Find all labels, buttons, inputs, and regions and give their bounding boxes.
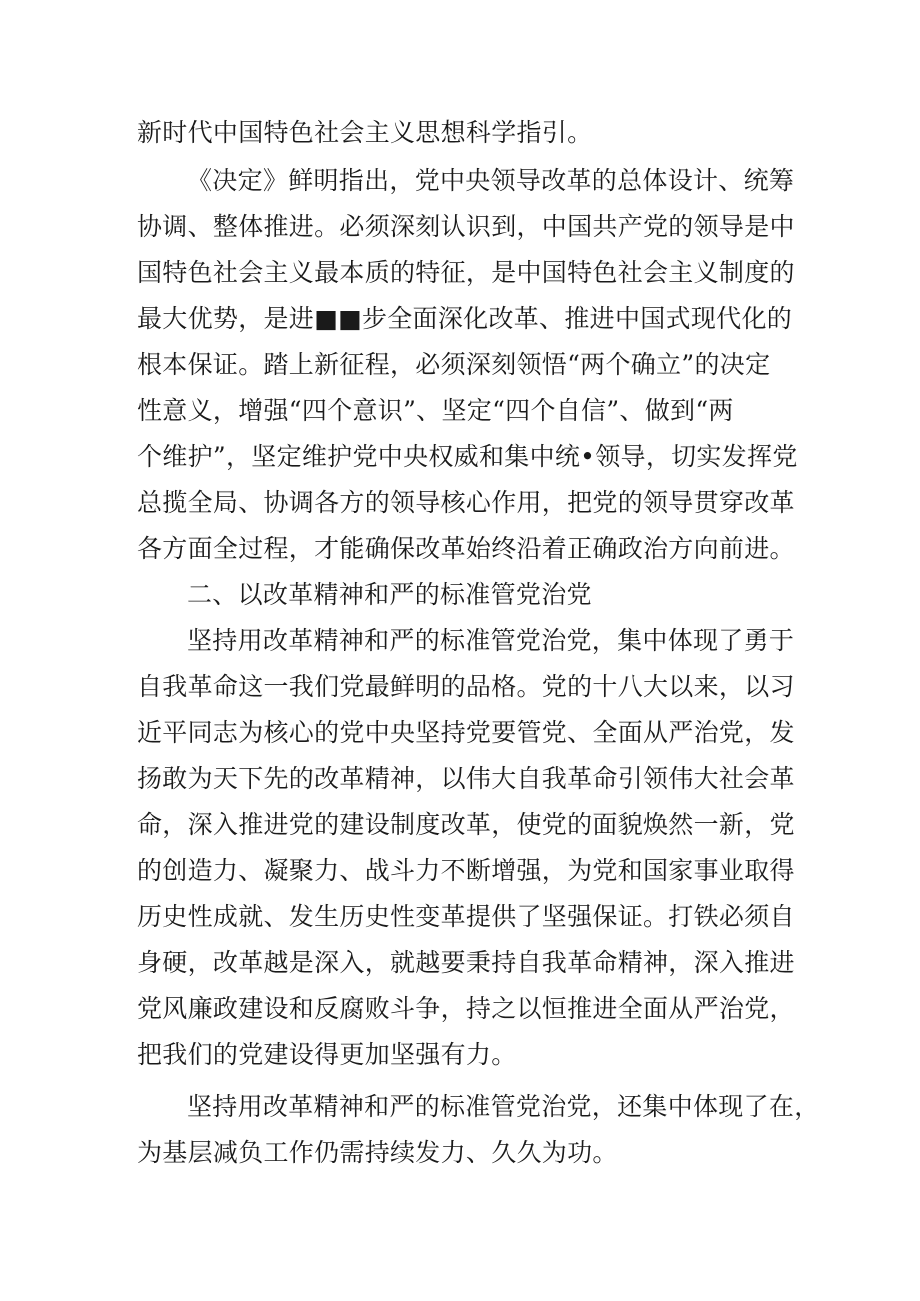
text-line: 性意义，增强“四个意识”、坚定“四个自信”、做到“两 — [137, 396, 734, 425]
text-line: 新时代中国特色社会主义思想科学指引。 — [137, 118, 593, 147]
text-line: 协调、整体推进。必须深刻认识到，中国共产党的领导是中 — [137, 212, 795, 241]
paragraph-start: 坚持用改革精神和严的标准管党治党，还集中体现了在， — [187, 1092, 820, 1121]
text-line: 总揽全局、协调各方的领导核心作用，把党的领导贯穿改革 — [137, 488, 795, 517]
text-line: 历史性成就、发生历史性变革提供了坚强保证。打铁必须自 — [137, 902, 795, 931]
text-line: 各方面全过程，才能确保改革始终沿着正确政治方向前进。 — [137, 534, 795, 563]
paragraph-start: 《决定》鲜明指出，党中央领导改革的总体设计、统筹 — [187, 166, 795, 195]
text-line: 的创造力、凝聚力、战斗力不断增强，为党和国家事业取得 — [137, 856, 795, 885]
text-line: 党风廉政建设和反腐败斗争，持之以恒推进全面从严治党， — [137, 994, 795, 1023]
text-line: 把我们的党建设得更加坚强有力。 — [137, 1040, 517, 1069]
paragraph-start: 坚持用改革精神和严的标准管党治党，集中体现了勇于 — [187, 626, 795, 655]
section-heading: 二、以改革精神和严的标准管党治党 — [187, 580, 592, 609]
text-line: 自我革命这一我们党最鲜明的品格。党的十八大以来，以习 — [137, 672, 795, 701]
text-line: 根本保证。踏上新征程，必须深刻领悟“两个确立”的决定 — [137, 350, 771, 379]
text-line: 命，深入推进党的建设制度改革，使党的面貌焕然一新，党 — [137, 810, 795, 839]
text-line: 为基层减负工作仍需持续发力、久久为功。 — [137, 1138, 618, 1167]
text-line: 个维护”，坚定维护党中央权威和集中统•领导，切实发挥党 — [137, 442, 798, 471]
text-line: 近平同志为核心的党中央坚持党要管党、全面从严治党，发 — [137, 718, 795, 747]
text-line: 最大优势，是进■■步全面深化改革、推进中国式现代化的 — [137, 304, 793, 333]
text-line: 身硬，改革越是深入，就越要秉持自我革命精神，深入推进 — [137, 948, 795, 977]
text-line: 国特色社会主义最本质的特征，是中国特色社会主义制度的 — [137, 258, 795, 287]
text-line: 扬敢为天下先的改革精神，以伟大自我革命引领伟大社会革 — [137, 764, 795, 793]
